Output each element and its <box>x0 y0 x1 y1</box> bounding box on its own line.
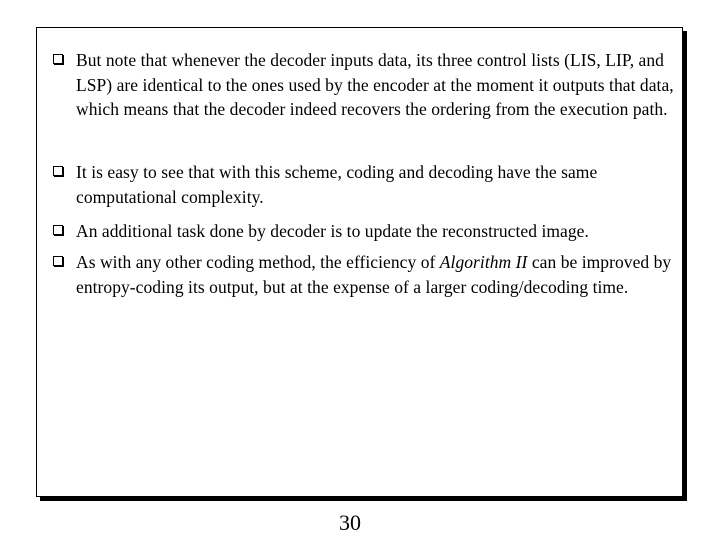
bullet-text-before: As with any other coding method, the efficiency of <box>76 252 440 272</box>
bullet-text: An additional task done by decoder is to update the reconstructed image. <box>76 221 589 241</box>
hollow-square-icon <box>53 166 63 176</box>
bullet-text-after: can be improved by entropy-coding its output, but at the expense of a larger coding/decoding time. <box>76 252 672 297</box>
bullet-text: But note that whenever the decoder inputs data, its three control lists (LIS, LIP, and LSP) are identical to the ones used by the encoder at the moment it outputs that data, which means that the decoder indeed recovers the ordering from the execution path. <box>76 50 674 119</box>
hollow-square-icon <box>53 225 63 235</box>
slide-frame <box>36 27 683 497</box>
bullet-text: It is easy to see that with this scheme, coding and decoding have the same computational complexity. <box>76 162 598 207</box>
algorithm-name-emphasis: Algorithm II <box>439 252 528 272</box>
bullet-text <box>76 250 676 299</box>
page-number: 30 <box>339 510 361 535</box>
hollow-square-icon <box>53 54 63 64</box>
hollow-square-icon <box>53 256 63 266</box>
